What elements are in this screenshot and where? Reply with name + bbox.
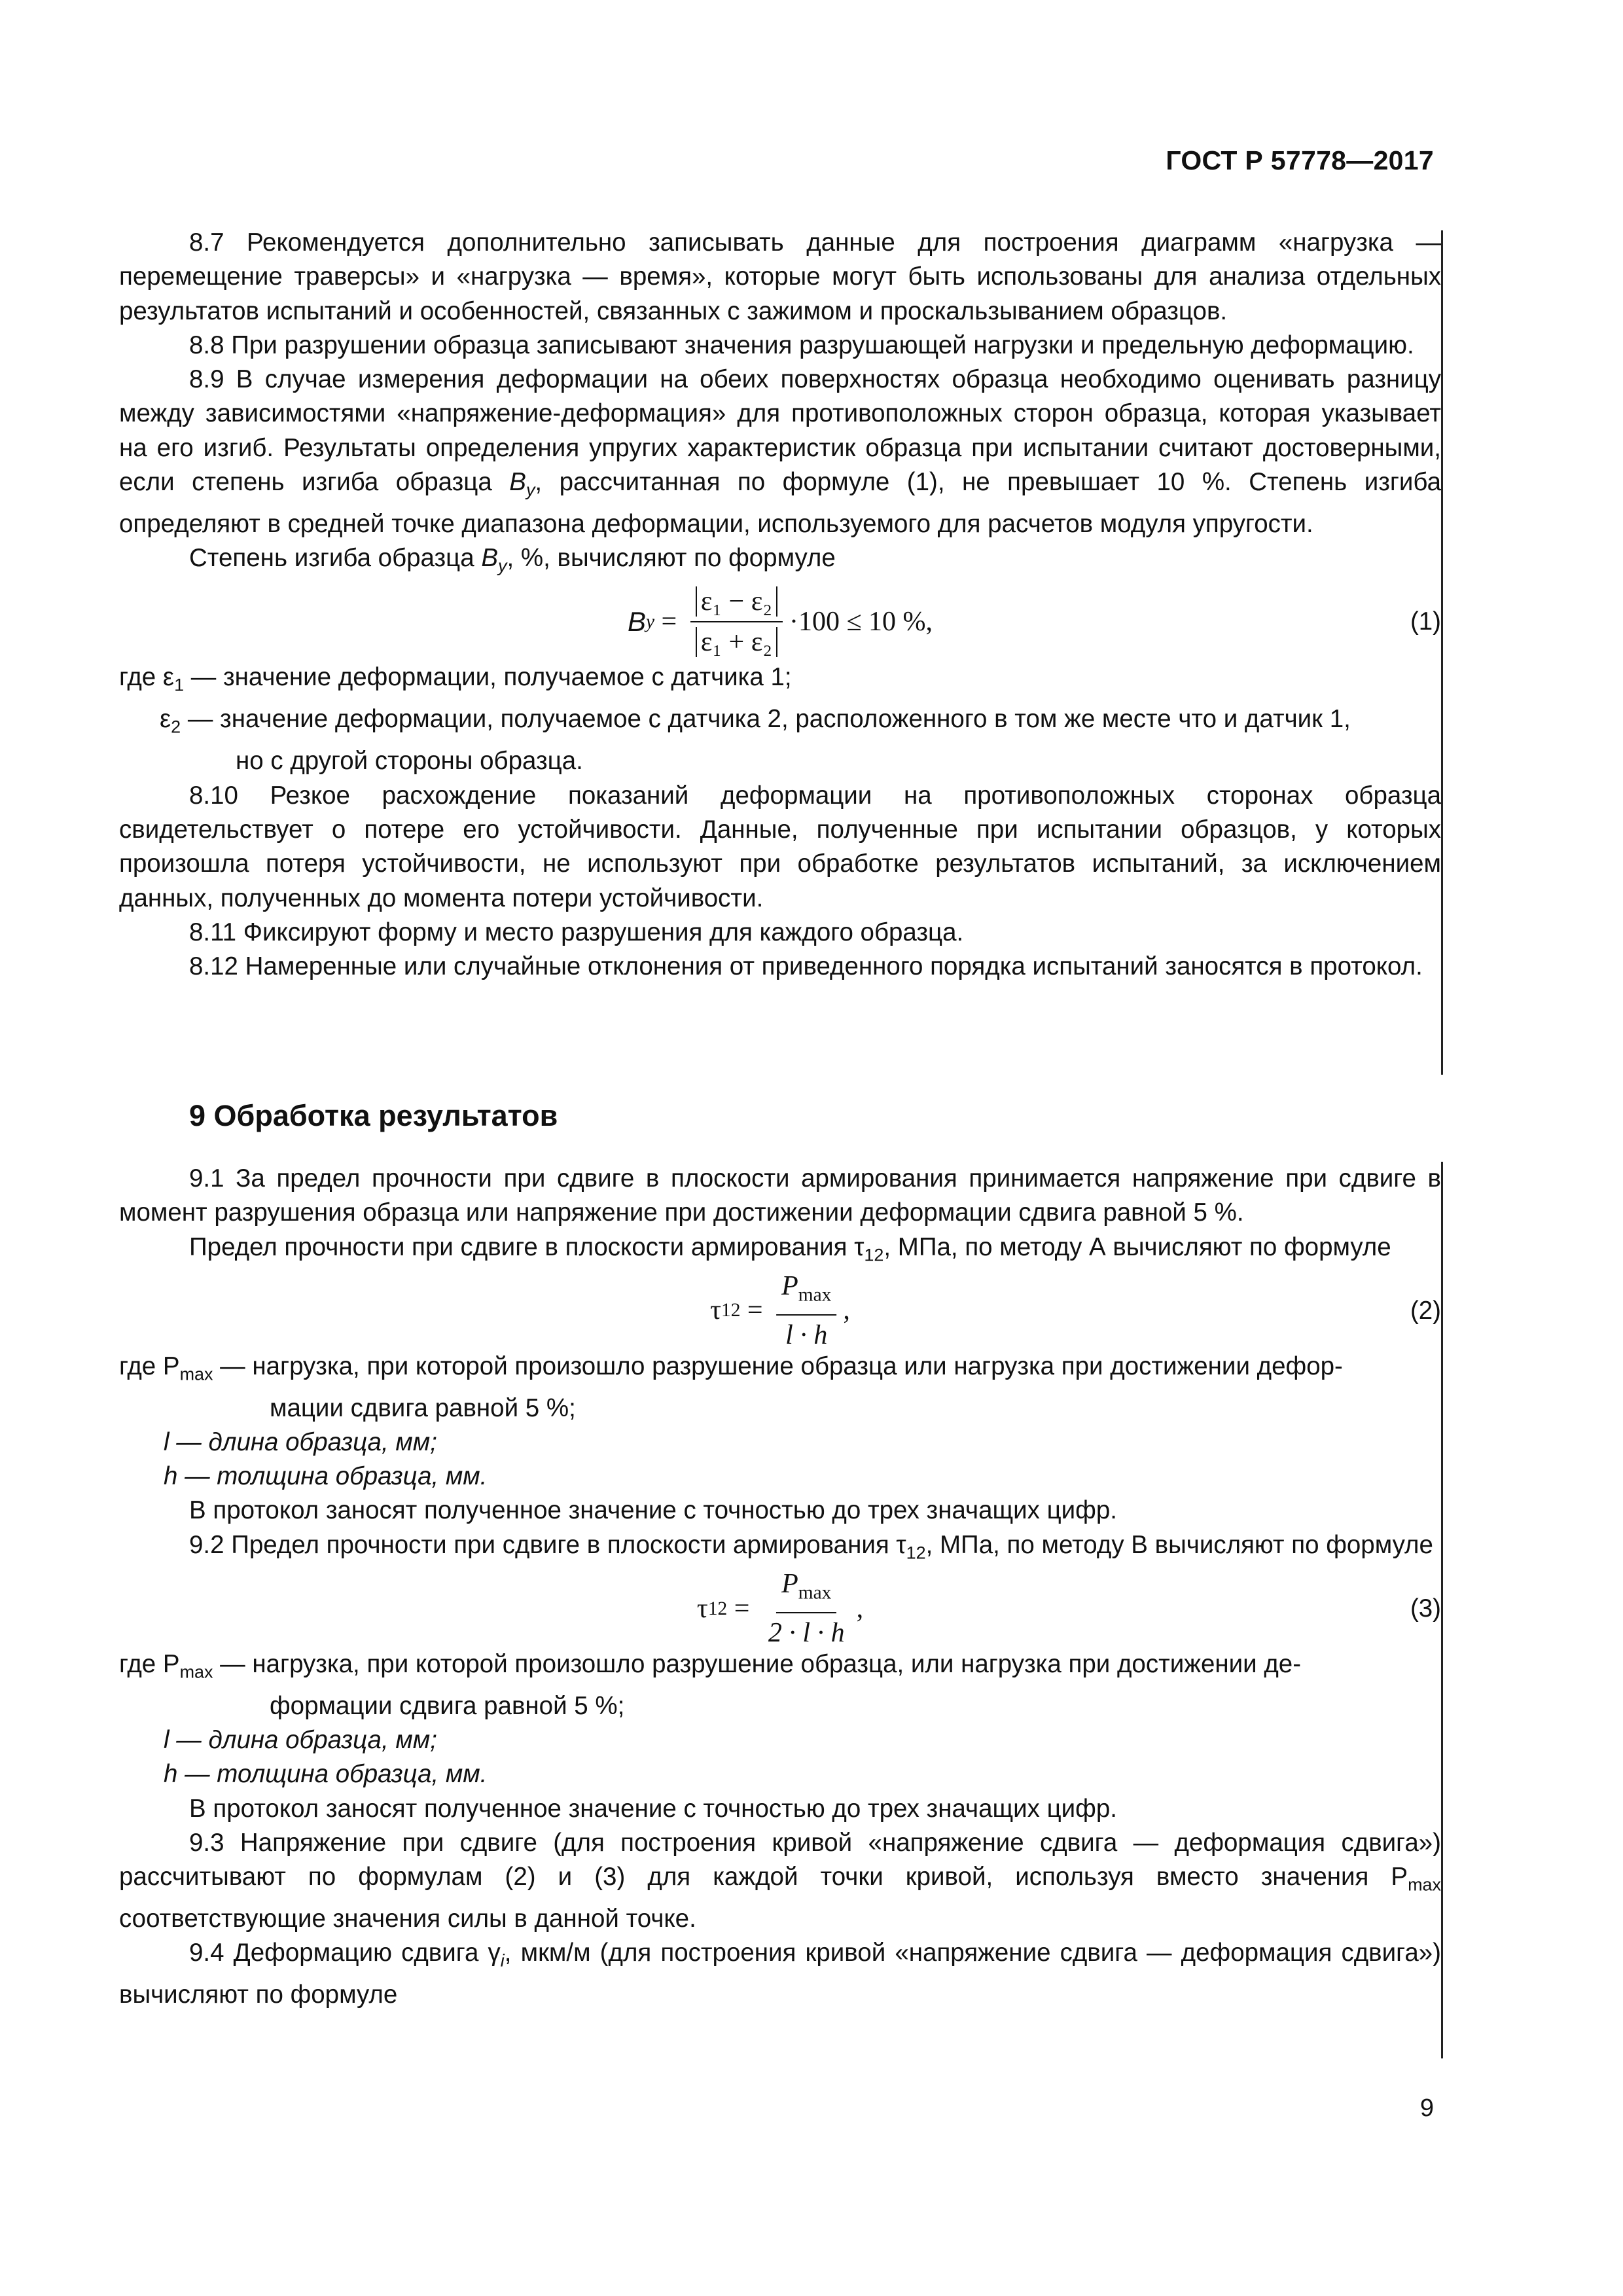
paragraph-8-9: 8.9 В случае измерения деформации на обеих поверхностях образца необходимо оценивать разницу между зависимостями «напряжение-деформация» для противоположных сторон образца, которая указывает на его изгиб. Результаты определения упругих характеристик образца при испытании считают достоверными, если степень изгиба образца $B_y$, рассчитанная по формуле (1), не превышает 10 %. Степень изгиба определяют в средней точке диапазона деформации, используемого для расчетов модуля упругости. [119,365,1441,539]
equation-number-1: (1) [1410,607,1441,636]
formula-3-legend: где $P_{max}$ — нагрузка, при которой произошло разрушение образца, или нагрузка при достижении де- формации сдвига равной 5 %; l — длина образца, мм; h — толщина образца, мм. [119,1649,1302,1789]
paragraph-9-2-precision: В протокол заносят полученное значение с точностью до трех значащих цифр. [189,1794,1117,1823]
formula-3: τ 12 = $\frac{P_{max}}{2 \cdot l \cdot h}$ , (3) [119,1570,1441,1647]
paragraph-8-12: 8.12 Намеренные или случайные отклонения от приведенного порядка испытаний заносятся в протокол. [189,952,1423,981]
formula-1: B y = $\frac{\text{ε₁ − ε₂}}{\text{ε₁ + ε₂}}$ ·100 ≤ 10 %, (1) [119,583,1441,660]
formula-1-legend: где $\varepsilon_1$ — значение деформации, получаемое с датчика 1; $\varepsilon_2$ — значение деформации, получаемое с датчика 2, расположенного в том же месте что и датчик 1, но с другой стороны образца. [119,663,1351,776]
paragraph-9-1-method-a: Предел прочности при сдвиге в плоскости армирования $\tau_{12}$, МПа, по методу А вычисляют по формуле [189,1232,1391,1265]
section-9-heading: 9 Обработка результатов [189,1099,558,1132]
paragraph-9-4: 9.4 Деформацию сдвига $\gamma_i$, мкм/м (для построения кривой «напряжение сдвига — деформация сдвига») вычисляют по формуле [119,1939,1441,2009]
equation-number-2: (2) [1410,1296,1441,1325]
paragraph-8-11: 8.11 Фиксируют форму и место разрушения для каждого образца. [189,918,964,946]
paragraph-8-9-formula-intro: Степень изгиба образца $B_y$, %, вычисляют по формуле [189,544,836,577]
paragraph-9-1-precision: В протокол заносят полученное значение с точностью до трех значащих цифр. [189,1496,1117,1525]
equation-number-3: (3) [1410,1594,1441,1623]
formula-2: τ 12 = $\frac{P_{max}}{l \cdot h}$ , (2) [119,1272,1441,1350]
change-bar-top [1441,230,1443,1075]
paragraph-8-10: 8.10 Резкое расхождение показаний деформации на противоположных сторонах образца свидетельствует о потере его устойчивости. Данные, полученные при испытании образцов, у которых произошла потеря устойчивости, не используют при обработке результатов испытаний, за исключением данных, полученных до момента потери устойчивости. [119,781,1441,912]
change-bar-bottom [1441,1162,1443,2058]
paragraph-9-2: 9.2 Предел прочности при сдвиге в плоскости армирования $\tau_{12}$, МПа, по методу В вычисляют по формуле [189,1530,1433,1563]
paragraph-8-8: 8.8 При разрушении образца записывают значения разрушающей нагрузки и предельную деформацию. [189,331,1414,359]
paragraph-9-3: 9.3 Напряжение при сдвиге (для построения кривой «напряжение сдвига — деформация сдвига») рассчитывают по формулам (2) и (3) для каждой точки кривой, используя вместо значения $P_{max}$ соответствующие значения силы в данной точке. [119,1828,1441,1933]
formula-2-legend: где $P_{max}$ — нагрузка, при которой произошло разрушение образца или нагрузка при достижении дефор- мации сдвига равной 5 %; l — длина образца, мм; h — толщина образца, мм. [119,1352,1343,1491]
paragraph-8-7: 8.7 Рекомендуется дополнительно записывать данные для построения диаграмм «нагрузка — перемещение траверсы» и «нагрузка — время», которые могут быть использованы для анализа отдельных результатов испытаний и особенностей, связанных с зажимом и проскальзыванием образцов. [119,228,1441,325]
page-number: 9 [1419,2094,1434,2122]
body-text-section9 [119,1096,1441,2013]
paragraph-9-1: 9.1 За предел прочности при сдвиге в плоскости армирования принимается напряжение при сдвиге в момент разрушения образца или напряжение при достижении деформации сдвига равной 5 %. [119,1164,1441,1227]
body-text-section8 [119,226,1441,984]
standard-code: ГОСТ Р 57778—2017 [1166,145,1434,175]
